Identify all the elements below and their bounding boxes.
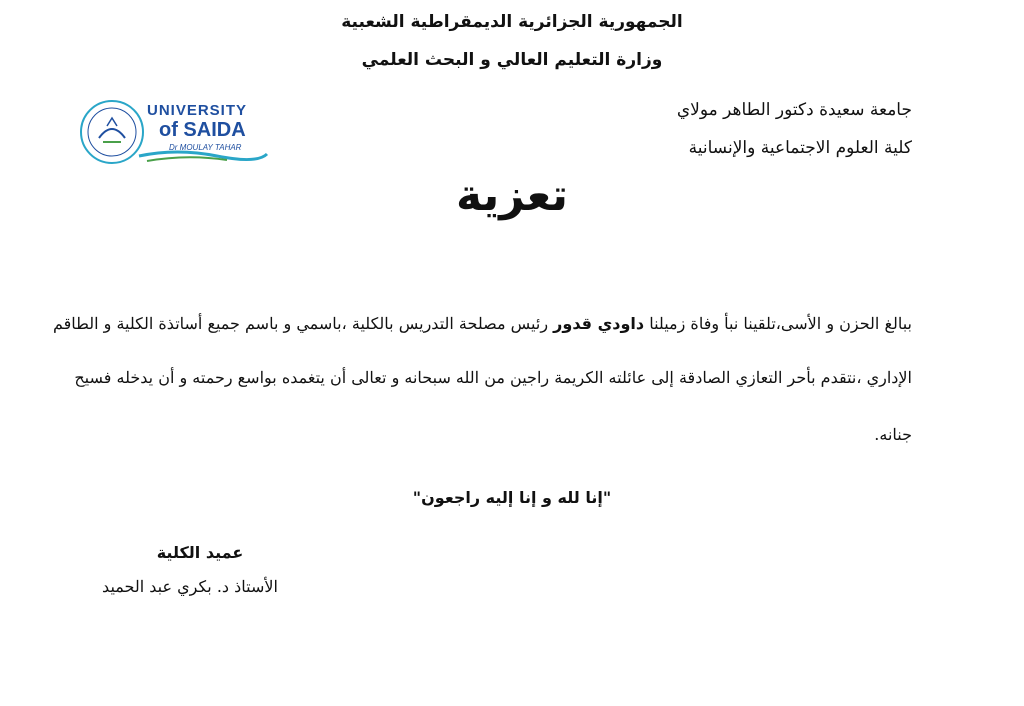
logo-text-moulay: Dr MOULAY TAHAR [169, 143, 242, 152]
signature-title: عميد الكلية [156, 543, 244, 562]
faculty-name: كلية العلوم الاجتماعية والإنسانية [688, 138, 912, 158]
document-title: تعزية [456, 170, 568, 221]
logo-text-university: UNIVERSITY [147, 102, 248, 119]
university-logo [77, 98, 272, 168]
ministry-heading: وزارة التعليم العالي و البحث العلمي [361, 50, 663, 70]
quran-verse: "إنا لله و إنا إليه راجعون" [412, 488, 612, 507]
logo-text-saida: of SAIDA [159, 119, 246, 141]
logo-seal [81, 101, 143, 163]
body-line-1-start: ببالغ الحزن و الأسى،تلقينا نبأ وفاة زميلنا [649, 314, 912, 333]
university-name: جامعة سعيدة دكتور الطاهر مولاي [676, 100, 912, 120]
body-line-1 [53, 314, 912, 333]
signature-name: الأستاذ د. بكري عبد الحميد [102, 577, 278, 596]
deceased-name: داودي قدور [553, 314, 645, 333]
body-line-2: الإداري ،نتقدم بأحر التعازي الصادقة إلى عائلته الكريمة راجين من الله سبحانه و تعالى أن يتغمده بواسع رحمته و أن يدخله فسيح [74, 368, 912, 387]
republic-heading: الجمهورية الجزائرية الديمقراطية الشعبية [341, 12, 683, 32]
body-line-1-end: رئيس مصلحة التدريس بالكلية ،باسمي و باسم جميع أساتذة الكلية و الطاقم [52, 314, 549, 333]
body-line-3: جنانه. [874, 425, 912, 444]
